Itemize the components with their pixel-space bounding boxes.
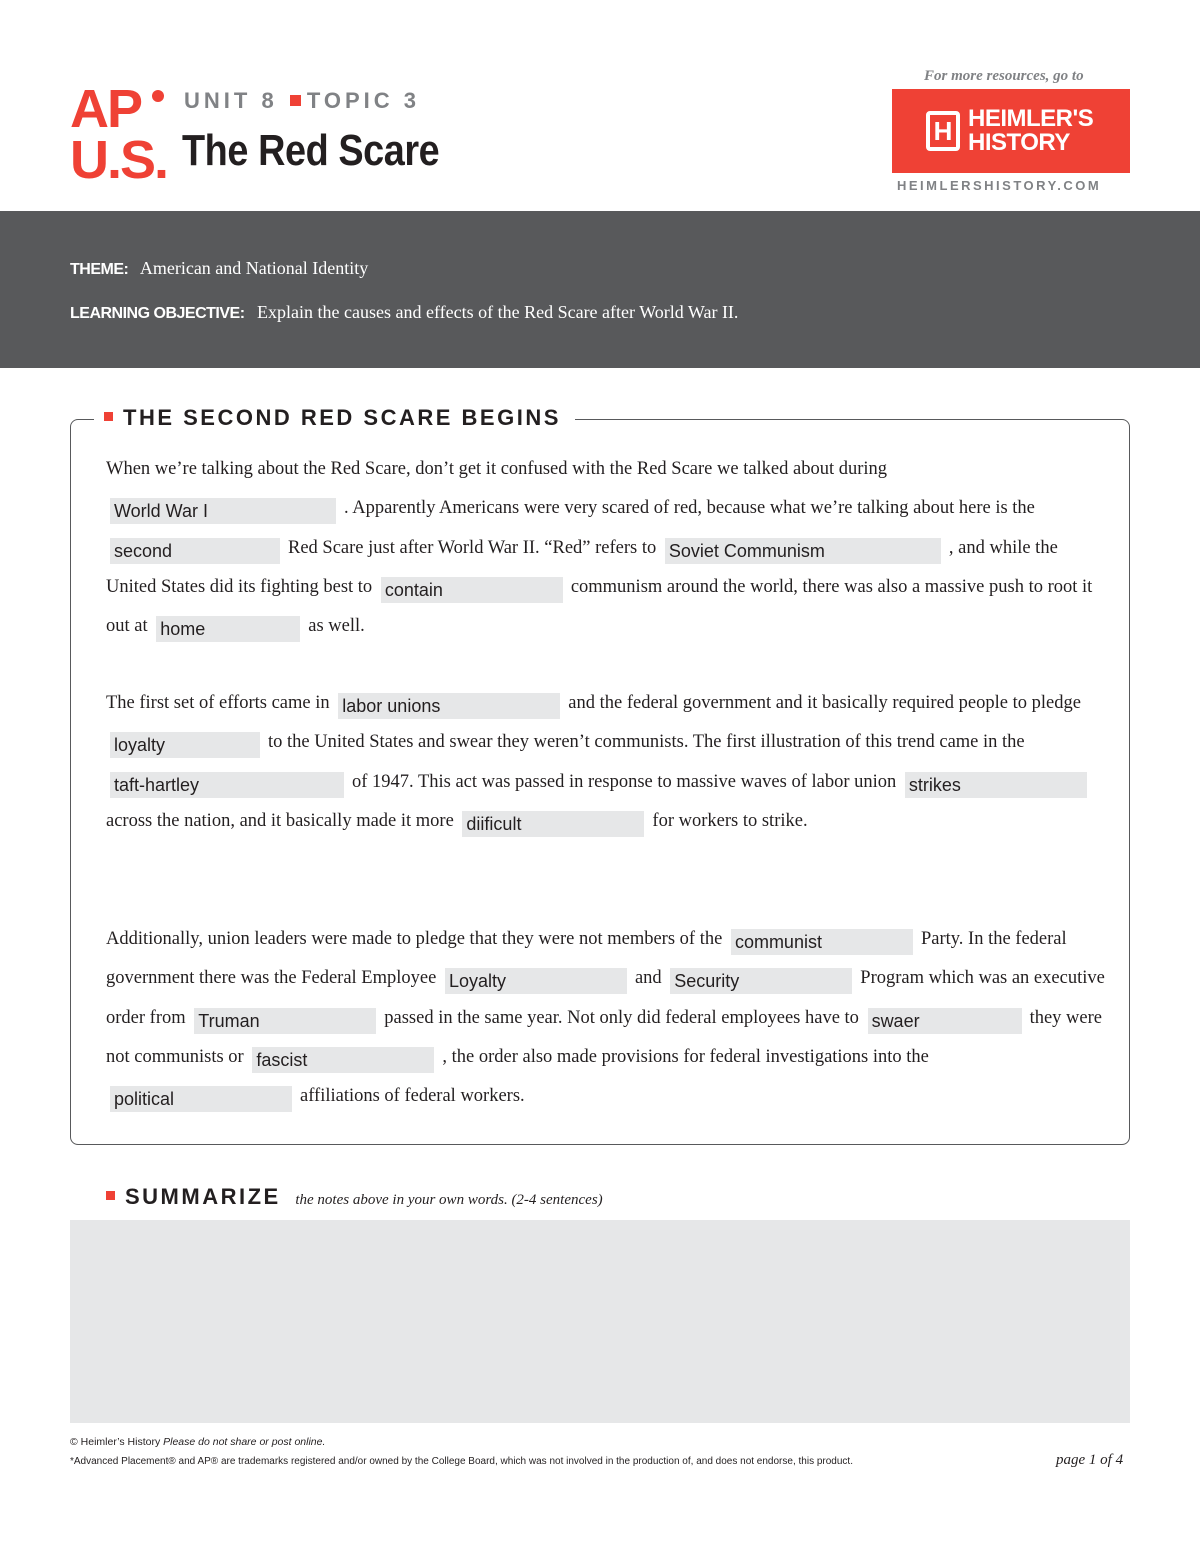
paragraph-2 (106, 684, 1106, 841)
share-note: Please do not share or post online. (163, 1436, 326, 1448)
theme-value: American and National Identity (139, 258, 369, 278)
blank-field[interactable]: strikes (905, 772, 1087, 798)
text: and (634, 968, 662, 989)
text: of 1947. This act was passed in response to massive waves of labor union (352, 771, 897, 792)
blank-field[interactable]: second (110, 538, 280, 564)
heimler-h-icon: H (926, 111, 960, 151)
blank-field[interactable]: World War I (110, 498, 336, 524)
square-bullet-icon (290, 95, 301, 106)
summarize-title: SUMMARIZE (125, 1184, 281, 1209)
text: Additionally, union leaders were made to pledge that they were not members of the (106, 929, 723, 949)
text: communism around the world, there was also a massive push to root it out at (106, 576, 1093, 637)
paragraph-3 (106, 920, 1106, 1116)
objective-label: LEARNING OBJECTIVE: (70, 305, 245, 322)
text: Program which was an executive order from (106, 968, 1105, 1028)
copyright-line (70, 1436, 325, 1448)
summarize-heading (106, 1184, 603, 1210)
square-bullet-icon (104, 412, 113, 421)
text: , and while the United States did its fighting best to (106, 537, 1058, 597)
unit-topic (184, 88, 420, 114)
paragraph-1 (106, 450, 1106, 646)
text: affiliations of federal workers. (300, 1086, 525, 1107)
blank-field[interactable]: fascist (252, 1047, 434, 1073)
text: The first set of efforts came in (106, 693, 330, 713)
topic-label: TOPIC 3 (306, 88, 420, 113)
text: to the United States and swear they weren’t communists. The first illustration of this trend came in the (268, 732, 1025, 753)
section-heading (94, 405, 575, 431)
heimlers-history-logo[interactable] (892, 89, 1130, 173)
summary-answer-area[interactable] (70, 1220, 1130, 1423)
blank-field[interactable]: contain (381, 577, 563, 603)
text: Red Scare just after World War II. “Red” refers to (288, 537, 657, 558)
text: When we’re talking about the Red Scare, don’t get it confused with the Red Scare we talked about during (106, 459, 888, 479)
page-title: The Red Scare (182, 126, 440, 175)
blank-field[interactable]: political (110, 1086, 292, 1112)
section-heading-text: THE SECOND RED SCARE BEGINS (123, 405, 561, 430)
blank-field[interactable]: communist (731, 929, 913, 955)
theme-row (70, 258, 368, 279)
trademark-note: *Advanced Placement® and AP® are trademarks registered and/or owned by the College Board, which was not involved in the production of, and does not endorse, this product. (70, 1456, 853, 1467)
text: as well. (308, 616, 365, 637)
objective-value: Explain the causes and effects of the Red Scare after World War II. (257, 302, 739, 322)
theme-band (0, 211, 1200, 368)
text: passed in the same year. Not only did federal employees have to (384, 1007, 859, 1028)
text: for workers to strike. (652, 810, 808, 831)
text: Party. In the federal government there was the Federal Employee (106, 929, 1067, 989)
blank-field[interactable]: Truman (194, 1008, 376, 1034)
blank-field[interactable]: labor unions (338, 693, 560, 719)
ap-us-logo (70, 79, 168, 191)
text: across the nation, and it basically made it more (106, 810, 454, 831)
theme-label: THEME: (70, 261, 129, 278)
blank-field[interactable]: Security (670, 968, 852, 994)
copyright: © Heimler’s History (70, 1436, 161, 1448)
brand-name: HEIMLER'S HISTORY (968, 105, 1094, 156)
blank-field[interactable]: taft-hartley (110, 772, 344, 798)
brand-url-link[interactable]: HEIMLERSHISTORY.COM (897, 178, 1102, 193)
page-number: page 1 of 4 (1056, 1452, 1124, 1468)
text: , the order also made provisions for federal investigations into the (442, 1046, 929, 1067)
text: they were not communists or (106, 1007, 1102, 1067)
summarize-instructions: the notes above in your own words. (2-4 sentences) (295, 1192, 603, 1208)
unit-label: UNIT 8 (184, 88, 278, 113)
blank-field[interactable]: Soviet Communism (665, 538, 941, 564)
blank-field[interactable]: swaer (868, 1008, 1022, 1034)
blank-field[interactable]: loyalty (110, 732, 260, 758)
square-bullet-icon (106, 1191, 115, 1200)
text: and the federal government and it basically required people to pledge (568, 693, 1081, 713)
registered-dot-icon (152, 90, 164, 102)
blank-field[interactable]: home (156, 616, 300, 642)
resources-note: For more resources, go to (924, 68, 1084, 84)
logo-us: U.S. (70, 130, 168, 191)
objective-row (70, 302, 738, 323)
logo-ap: AP (70, 79, 142, 139)
blank-field[interactable]: diificult (462, 811, 644, 837)
blank-field[interactable]: Loyalty (445, 968, 627, 994)
text: . Apparently Americans were very scared of red, because what we’re talking about here is the (344, 498, 1035, 519)
